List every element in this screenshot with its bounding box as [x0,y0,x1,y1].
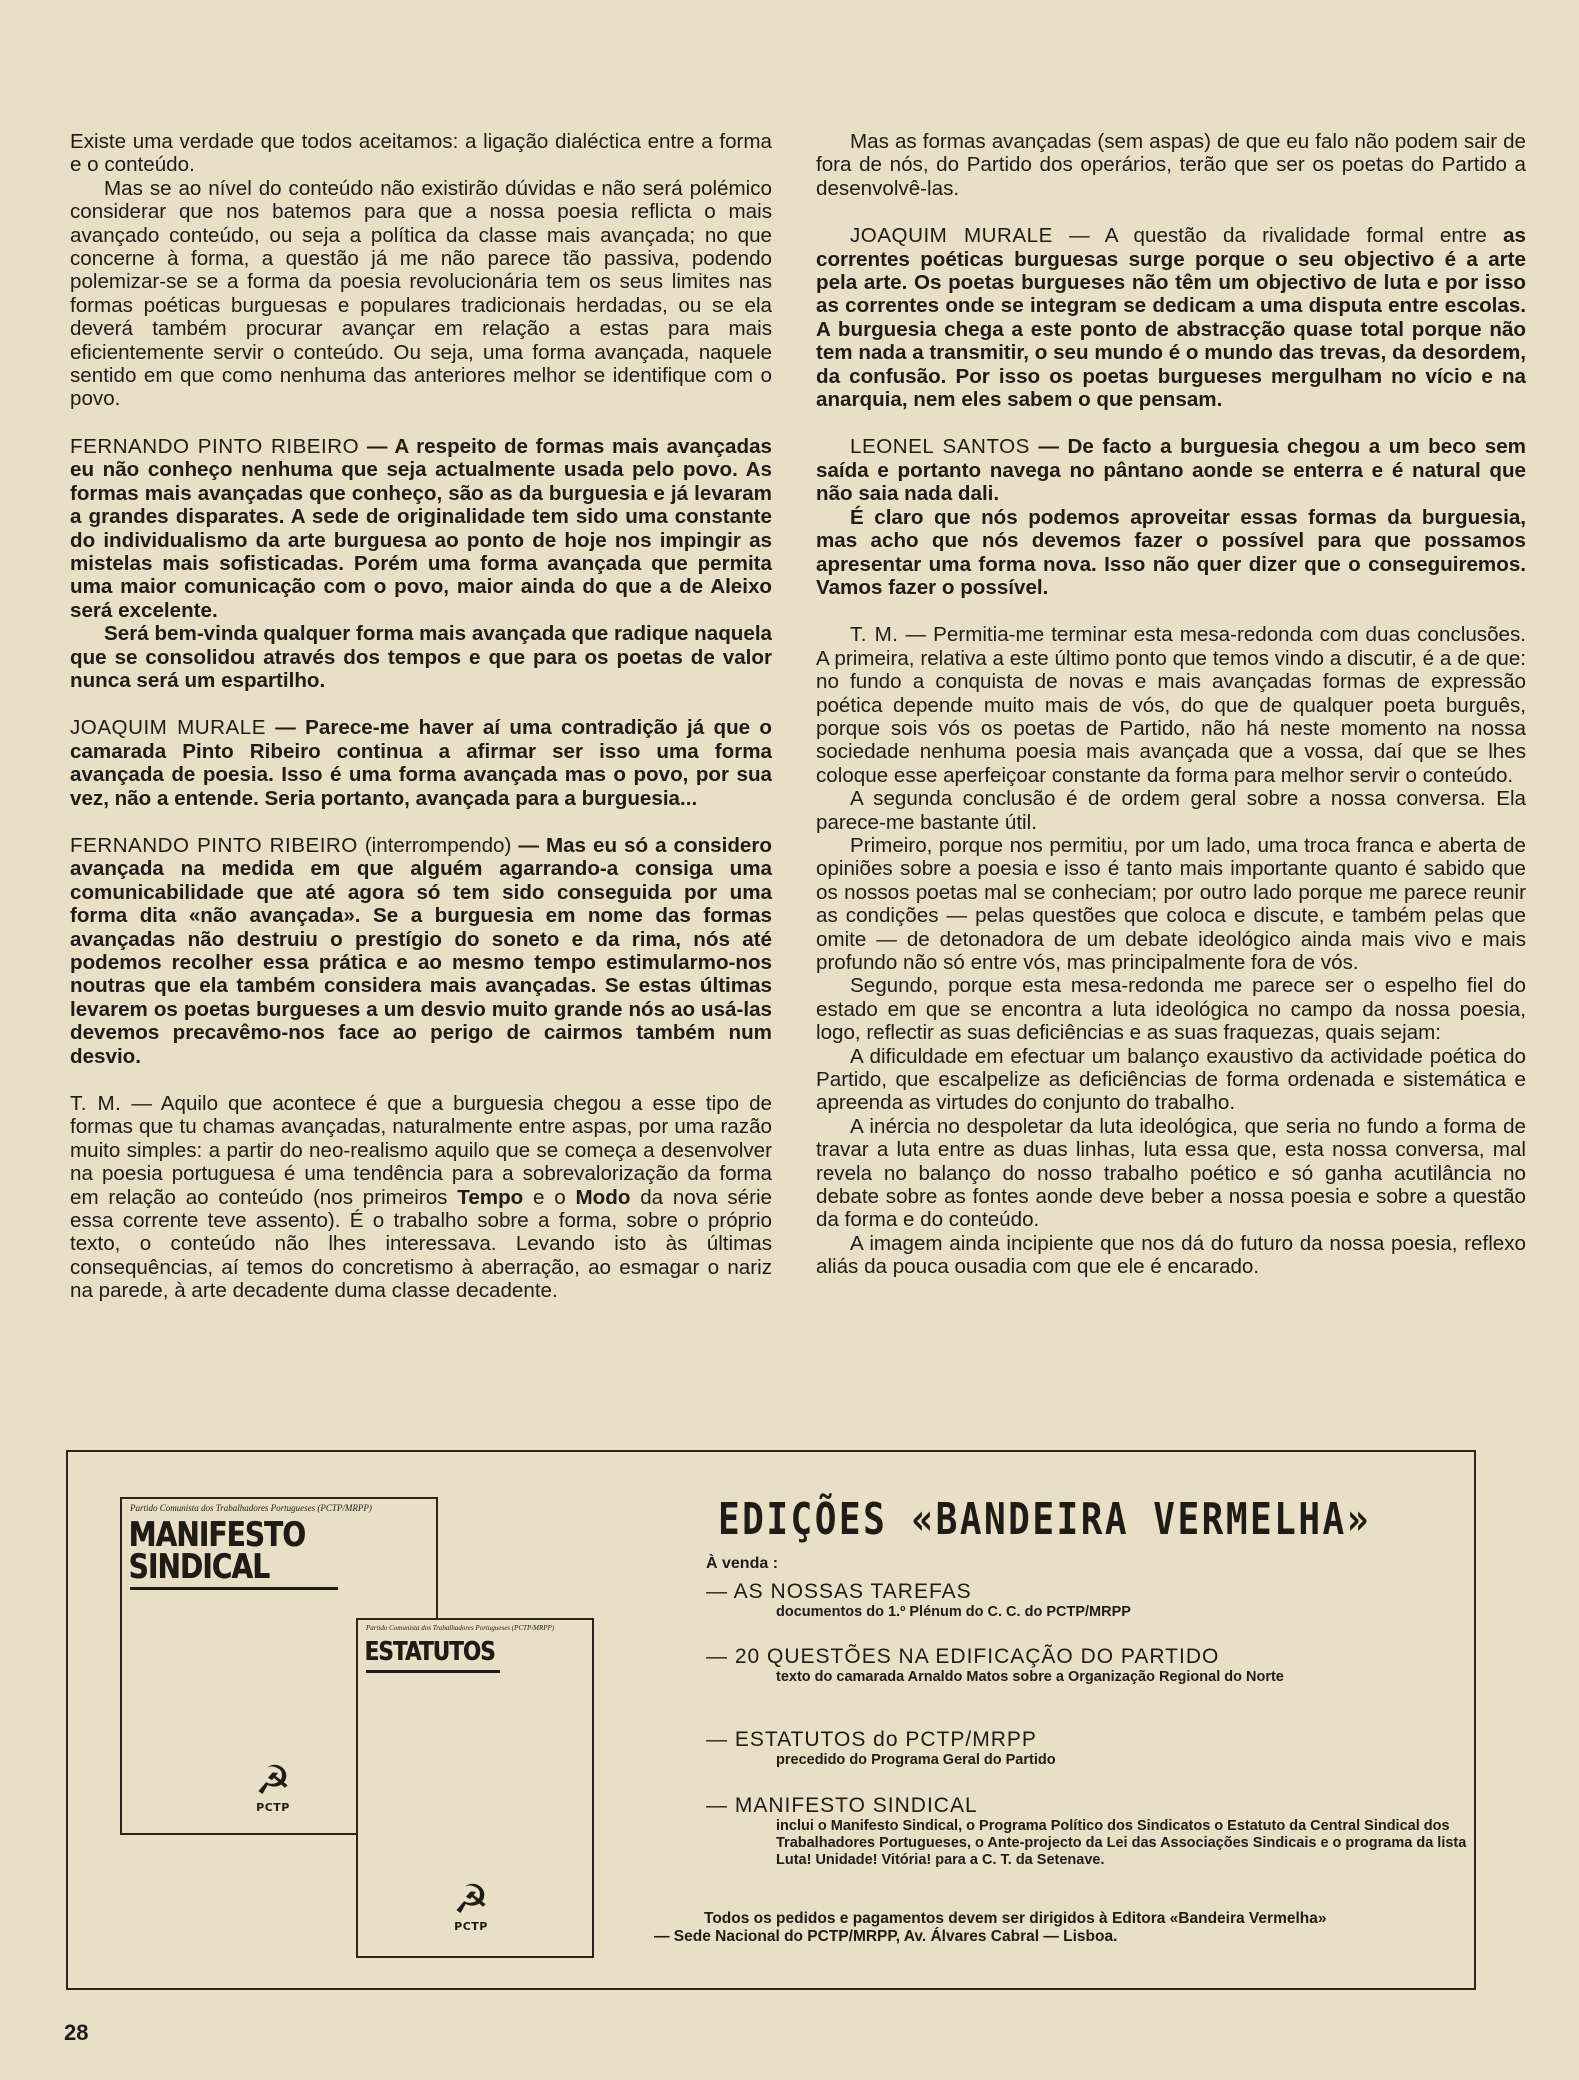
speech-leonel-santos: LEONEL SANTOS — De facto a burguesia chegou a um beco sem saída e portanto navega no pântano aonde se enterra e é natural que não saia nada dali. É claro que nós podemos aproveitar essas formas da burguesia, mas acho que nós devemos fazer o possível para que possamos apresentar uma forma nova. Isso não quer dizer que o conseguiremos. Vamos fazer o possível. [816,435,1526,599]
speech-text: Parece-me haver aí uma contradição já que o camarada Pinto Ribeiro continua a afirmar ser isso uma forma avançada de poesia. Isso é uma forma avançada mas o povo, por sua vez, não a entende. Seria portanto, avançada para a burguesia... [70,716,772,810]
advert-item-desc: documentos do 1.º Plénum do C. C. do PCTP/MRPP [776,1604,1131,1620]
advert-item-desc: inclui o Manifesto Sindical, o Programa Político dos Sindicatos o Estatuto da Central Sindical dos Trabalhadores Portugueses, o Ante-projecto da Lei das Associações Sindicais e o programa da lista Luta! Unidade! Vitória! para a C. T. da Setenave. [776,1818,1467,1868]
speaker-name: JOAQUIM MURALE [70,716,266,740]
speech-tm: T. M. — Permitia-me terminar esta mesa-redonda com duas conclusões. A primeira, relativa a este último ponto que temos vindo a discutir, é a de que: no fundo a conquista de novas e mais avançadas formas de expressão poética depende muito mais de vós, do que de qualquer poeta burguês, porque sois vós os poetas de Partido, não há neste momento na nossa sociedade nenhuma poesia mais avançada que a vossa, daí que se lhes coloque esse aperfeiçoar constante da forma para melhor servir o conteúdo. A segunda conclusão é de ordem geral sobre a nossa conversa. Ela parece-me bastante útil. Primeiro, porque nos permitiu, por um lado, uma troca franca e aberta de opiniões sobre a poesia e isso é tanto mais importante quanto é sabido que os nossos poetas mal se conheciam; por outro lado porque me parece reunir as condições — pelas questões que coloca e discute, e também pelas que omite — de detonadora de um debate ideológico ainda mais vivo e mais profundo não só entre vós, mas principalmente fora de vós. Segundo, porque esta mesa-redonda me parece ser o espelho fiel do estado em que se encontra a luta ideológica no campo da nossa poesia, logo, reflectir as suas deficiências e as suas fraquezas, quais sejam: A dificuldade em efectuar um balanço exaustivo da actividade poética do Partido, que escalpelize as deficiências de forma ordenada e sistemática e apreenda as virtudes do conjunto do trabalho. A inércia no despoletar da luta ideológica, que seria no fundo a forma de travar a luta entre as duas linhas, luta essa que, esta nossa conversa, mal revela no balanço do nosso trabalho poético e só ganha acutilância no debate sobre as fontes aonde deve beber a nossa poesia e sobre a questão da forma e do conteúdo. A imagem ainda incipiente que nos dá do futuro da nossa poesia, reflexo aliás da pouca ousadia com que ele é encarado. [816,623,1526,1279]
speech-text: A dificuldade em efectuar um balanço exaustivo da actividade poética do Partido, que escalpelize as deficiências de forma ordenada e sistemática e apreenda as virtudes do conjunto do trabalho. [816,1044,1526,1115]
speech-text: as correntes poéticas burguesas surge porque o seu objectivo é a arte pela arte. Os poetas burgueses não têm um objectivo de luta e por isso as correntes onde se integram se dedicam a uma disputa entre escolas. A burguesia chega a este ponto de abstracção quase total porque não tem nada a transmitir, o seu mundo é o mundo das trevas, da desordem, da confusão. Por isso os poetas burgueses mergulham no vício e na anarquia, nem eles sabem o que pensam. [816,224,1526,412]
speaker-name: JOAQUIM MURALE [850,224,1053,248]
tm-continuation [816,130,1526,200]
speech-text: da nova série essa corrente teve assento). É o trabalho sobre a forma, sobre o próprio texto, o conteúdo não lhes interessava. Levando isto às últimas consequências, aí temos do concretismo à aberração, ao esmagar o nariz na parede, à arte decadente duma classe decadente. [70,1185,772,1303]
footer-line: — Sede Nacional do PCTP/MRPP, Av. Álvares Cabral — Lisboa. [654,1928,1118,1945]
speech-text: Primeiro, porque nos permitiu, por um lado, uma troca franca e aberta de opiniões sobre a poesia e isso é tanto mais importante quanto é sabido que os nossos poetas mal se conheciam; por outro lado porque me parece reunir as condições — pelas questões que coloca e discute, e também pelas que omite — de detonadora de um debate ideológico ainda mais vivo e mais profundo não só entre vós, mas principalmente fora de vós. [816,833,1526,974]
speech-text: A inércia no despoletar da luta ideológica, que seria no fundo a forma de travar a luta entre as duas linhas, luta essa que, esta nossa conversa, mal revela no balanço do nosso trabalho poético e só ganha acutilância no debate sobre as fontes aonde deve beber a nossa poesia e sobre a questão da forma e do conteúdo. [816,1114,1526,1232]
magazine-title-tempo: Tempo [457,1185,524,1209]
advert-item-title: — AS NOSSAS TAREFAS [706,1580,972,1603]
speech-text: É claro que nós podemos aproveitar essas formas da burguesia, mas acho que nós devemos fazer o possível para que possamos apresentar uma forma nova. Isso não quer dizer que o conseguiremos. Vamos fazer o possível. [816,505,1526,599]
speech-text: Mas eu só a considero avançada na medida em que alguém agarrando-a consiga uma comunicabilidade que até agora só tem sido conseguida por uma forma dita «não avançada». Se a burguesia em nome das formas avançadas não destruiu o prestígio do soneto e da rima, nós até podemos recolher essa prática e ao mesmo tempo estimularmo-nos noutras que ela também considera mais avançadas. Se estas últimas levarem os poetas burgueses a um desvio muito grande nós ao usá-las devemos precavêmo-nos face ao perigo de cairmos também num desvio. [70,833,772,1068]
hammer-sickle-icon [446,1880,496,1944]
left-column [70,130,772,1327]
speech-text: Será bem-vinda qualquer forma mais avançada que radique naquela que se consolidou através dos tempos e que para os poetas de valor nunca será um espartilho. [70,622,772,692]
cover-publisher: Partido Comunista dos Trabalhadores Portugueses (PCTP/MRPP) [130,1503,372,1513]
right-column [816,130,1526,1303]
cover-title-line: SINDICAL [128,1547,270,1587]
speech-text: Mas as formas avançadas (sem aspas) de que eu falo não podem sair de fora de nós, do Partido dos operários, terão que ser os poetas do Partido a desenvolvê-las. [816,130,1526,200]
advert-item-desc: precedido do Programa Geral do Partido [776,1752,1056,1768]
speech-tm: T. M. — Aquilo que acontece é que a burguesia chegou a esse tipo de formas que tu chamas avançadas, naturalmente entre aspas, por uma razão muito simples: a partir do neo-realismo aquilo que se começa a desenvolver na poesia portuguesa é uma tendência para a sobrevalorização da forma em relação ao conteúdo (nos primeiros Tempo e o Modo da nova série essa corrente teve assento). É o trabalho sobre a forma, sobre o próprio texto, o conteúdo não lhes interessava. Levando isto às últimas consequências, aí temos do concretismo à aberração, ao esmagar o nariz na parede, à arte decadente duma classe decadente. [70,1092,772,1303]
cover-publisher: Partido Comunista dos Trabalhadores Portugueses (PCTP/MRPP) [366,1624,555,1632]
advert-item-title: — MANIFESTO SINDICAL [706,1794,978,1817]
advert-footer [654,1910,1494,1946]
advert-item-desc: texto do camarada Arnaldo Matos sobre a Organização Regional do Norte [776,1669,1284,1685]
title-rule [130,1587,338,1590]
advert-item [706,1728,1496,1769]
advert-item-title: — 20 QUESTÕES NA EDIFICAÇÃO DO PARTIDO [706,1645,1220,1668]
cover-title-line: MANIFESTO [128,1515,306,1555]
speech-text: e o [523,1185,576,1209]
intro-section [70,130,772,411]
speech-text: Aquilo que acontece é que a burguesia chegou a esse tipo de formas que tu chamas avançadas, naturalmente entre aspas, por uma razão muito simples: a partir do neo-realismo aquilo que se começa a desenvolver na poesia portuguesa é uma tendência para a sobrevalorização da forma em relação ao conteúdo (nos primeiros [70,1092,772,1209]
advert-item [706,1794,1496,1869]
speech-text: Permitia-me terminar esta mesa-redonda com duas conclusões. A primeira, relativa a este último ponto que temos vindo a discutir, é a de que: no fundo a conquista de novas e mais avançadas formas de expressão poética depende muito mais de vós, do que de qualquer poeta burguês, porque sois vós os poetas de Partido, não há neste momento na nossa sociedade nenhuma poesia mais avançada que a vossa, daí que se lhes coloque esse aperfeiçoar constante da forma para melhor servir o conteúdo. [816,623,1526,787]
book-cover-estatutos [356,1618,594,1958]
intro-paragraph: Mas se ao nível do conteúdo não existirão dúvidas e não será polémico considerar que nos batemos para que a nossa poesia reflicta o mais avançado conteúdo, ou seja a política da classe mais avançada; no que concerne à forma, a questão já me não parece tão passiva, podendo polemizar-se se a forma da poesia revolucionária tem os seus limites nas formas poéticas burguesas e populares tradicionais herdadas, ou se ela deverá também procurar avançar em relação a estas para mais eficientemente servir o conteúdo. Ou seja, uma forma avançada, naquele sentido em que como nenhuma das anteriores melhor se identifique com o povo. [70,176,772,411]
speech-fernando-pinto-ribeiro: FERNANDO PINTO RIBEIRO (interrompendo) — Mas eu só a considero avançada na medida em que alguém agarrando-a consiga uma comunicabilidade que até agora só tem sido conseguida por uma forma dita «não avançada». Se a burguesia em nome das formas avançadas não destruiu o prestígio do soneto e da rima, nós até podemos recolher essa prática e ao mesmo tempo estimularmo-nos noutras que ela também considera mais avançadas. Se estas últimas levarem os poetas burgueses a um desvio muito grande nós ao usá-las devemos precavêmo-nos face ao perigo de cairmos também num desvio. [70,833,772,1068]
speech-text: Segundo, porque esta mesa-redonda me parece ser o espelho fiel do estado em que se encontra a luta ideológica no campo da nossa poesia, logo, reflectir as suas deficiências e as suas fraquezas, quais sejam: [816,974,1526,1045]
intro-paragraph: Existe uma verdade que todos aceitamos: a ligação dialéctica entre a forma e o conteúdo. [70,130,772,177]
speech-text: De facto a burguesia chegou a um beco sem saída e portanto navega no pântano aonde se enterra e é natural que não saia nada dali. [816,435,1526,506]
speaker-name: T. M. [850,623,899,647]
hammer-sickle-icon [248,1761,298,1825]
speech-fernando-pinto-ribeiro: FERNANDO PINTO RIBEIRO — A respeito de formas mais avançadas eu não conheço nenhuma que seja actualmente usada pelo povo. As formas mais avançadas que conheço, são as da burguesia e já levaram a grandes disparates. A sede de originalidade tem sido uma constante do individualismo da arte burguesa ao ponto de hoje nos impingir as mistelas mais sofisticadas. Porém uma forma avançada que permita uma maior comunicação com o povo, maior ainda do que a de Aleixo será excelente. Será bem-vinda qualquer forma mais avançada que radique naquela que se consolidou através dos tempos e que para os poetas de valor nunca será um espartilho. [70,434,772,692]
footer-line: Todos os pedidos e pagamentos devem ser dirigidos à Editora «Bandeira Vermelha» [704,1910,1327,1927]
speaker-name: T. M. [70,1092,122,1116]
emblem-label: PCTP [256,1801,290,1814]
speaker-name: LEONEL SANTOS [850,435,1030,459]
advert-item-title: — ESTATUTOS do PCTP/MRPP [706,1728,1037,1751]
speaker-name: FERNANDO PINTO RIBEIRO [70,833,358,857]
page-number: 28 [64,2020,89,2045]
speech-text: A imagem ainda incipiente que nos dá do futuro da nossa poesia, reflexo aliás da pouca ousadia com que ele é encarado. [816,1231,1526,1279]
speaker-name: FERNANDO PINTO RIBEIRO [70,434,360,458]
advert-item [706,1645,1496,1686]
advert-item [706,1580,1496,1621]
emblem-symbol: ☭ [453,1878,489,1922]
speech-joaquim-murale: JOAQUIM MURALE — Parece-me haver aí uma contradição já que o camarada Pinto Ribeiro continua a afirmar ser isso uma forma avançada de poesia. Isso é uma forma avançada mas o povo, por sua vez, não a entende. Seria portanto, avançada para a burguesia... [70,716,772,810]
title-rule [366,1670,500,1673]
speech-joaquim-murale: JOAQUIM MURALE — A questão da rivalidade formal entre as correntes poéticas burguesas surge porque o seu objectivo é a arte pela arte. Os poetas burgueses não têm um objectivo de luta e por isso as correntes onde se integram se dedicam a uma disputa entre escolas. A burguesia chega a este ponto de abstracção quase total porque não tem nada a transmitir, o seu mundo é o mundo das trevas, da desordem, da confusão. Por isso os poetas burgueses mergulham no vício e na anarquia, nem eles sabem o que pensam. [816,224,1526,412]
emblem-label: PCTP [454,1920,488,1933]
speech-text: A segunda conclusão é de ordem geral sobre a nossa conversa. Ela parece-me bastante útil. [816,787,1526,834]
speech-text: A questão da rivalidade formal entre [1104,224,1487,248]
cover-title [122,1513,379,1587]
advert-title: EDIÇÕES «BANDEIRA VERMELHA» [718,1494,1371,1545]
speaker-note: (interrompendo) [364,833,512,857]
magazine-title-modo: Modo [575,1185,631,1209]
on-sale-label: À venda : [706,1555,779,1572]
speech-text: A respeito de formas mais avançadas eu não conheço nenhuma que seja actualmente usada pelo povo. As formas mais avançadas que conheço, são as da burguesia e já levaram a grandes disparates. A sede de originalidade tem sido uma constante do individualismo da arte burguesa ao ponto de hoje nos impingir as mistelas mais sofisticadas. Porém uma forma avançada que permita uma maior comunicação com o povo, maior ainda do que a de Aleixo será excelente. [70,434,772,622]
emblem-symbol: ☭ [255,1759,291,1803]
cover-title: ESTATUTOS [364,1637,495,1667]
